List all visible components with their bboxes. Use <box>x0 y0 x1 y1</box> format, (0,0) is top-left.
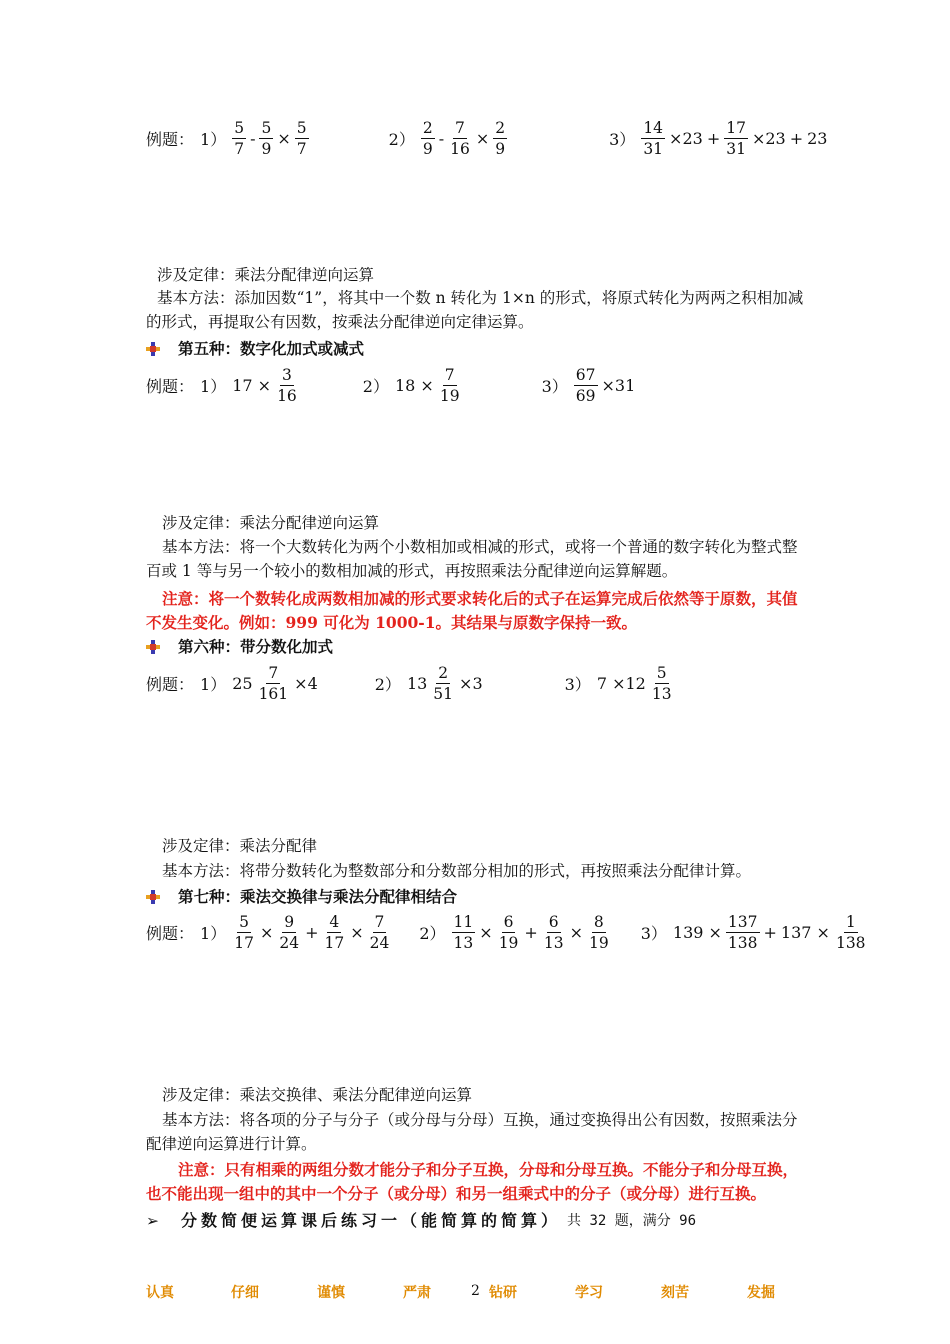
operator: ×31 <box>601 376 636 395</box>
page-number: 2 <box>471 1283 480 1299</box>
numerator: 7 <box>444 366 455 384</box>
example-number: 2） <box>374 675 401 694</box>
numerator: 11 <box>453 913 474 931</box>
example-item-2 <box>375 663 485 704</box>
example-number: 3） <box>640 924 667 943</box>
example-item-2 <box>419 912 612 953</box>
numerator: 3 <box>281 366 292 384</box>
operator: 23 <box>807 129 828 148</box>
numerator: 137 <box>727 913 758 931</box>
section-title-5: 第五种：数字化加式或减式 <box>178 339 365 358</box>
denominator: 13 <box>543 934 564 952</box>
section-heading-5 <box>146 338 364 360</box>
denominator: 9 <box>495 140 506 158</box>
law-text-5: 涉及定律：乘法分配律逆向运算 <box>162 514 380 532</box>
denominator: 16 <box>450 140 470 158</box>
arrow-icon: ➢ <box>146 1212 159 1230</box>
example-row-5 <box>146 365 637 406</box>
example-number: 3） <box>541 377 568 396</box>
operator: ×23 <box>669 129 703 148</box>
operator: × <box>479 923 493 942</box>
method-text-5: 基本方法：将一个大数转化为两个小数相加或相减的形式，或将一个普通的数字转化为整式整百或 1 等与另一个较小的数相加减的形式，再按照乘法分配律逆向运算解题。 <box>146 538 798 580</box>
fraction <box>641 118 665 159</box>
example-row-4 <box>146 118 829 159</box>
numerator: 2 <box>438 664 449 682</box>
denominator: 19 <box>439 387 460 405</box>
footer-word-2: 仔细 <box>231 1285 259 1301</box>
operator: 17 × <box>232 376 272 395</box>
denominator: 51 <box>433 685 454 703</box>
denominator: 17 <box>324 934 345 952</box>
numerator: 67 <box>575 366 596 384</box>
example-item-1 <box>200 118 311 159</box>
denominator: 31 <box>643 140 664 158</box>
numerator: 2 <box>495 119 506 137</box>
footer-word-5: 钻研 <box>489 1285 517 1301</box>
operator: ×23 <box>751 129 786 148</box>
example-item-1 <box>200 912 393 953</box>
numerator: 6 <box>548 913 559 931</box>
numerator: 17 <box>726 119 746 137</box>
bullet-icon <box>146 342 160 356</box>
bullet-icon <box>146 890 160 904</box>
numerator: 9 <box>284 913 295 931</box>
exercise-heading <box>146 1210 696 1232</box>
operator: + <box>763 923 777 942</box>
fraction <box>574 365 598 406</box>
example-item-3 <box>609 118 829 159</box>
example-number: 1） <box>200 924 227 943</box>
method-text-6: 基本方法：将带分数转化为整数部分和分数部分相加的形式，再按照乘法分配律计算。 <box>162 862 752 880</box>
denominator: 9 <box>422 140 433 158</box>
method-text-7: 基本方法：将各项的分子与分子（或分母与分母）互换，通过变换得出公有因数，按照乘法分配律逆向运算进行计算。 <box>146 1111 798 1153</box>
footer-word-1: 认真 <box>146 1285 174 1301</box>
numerator: 7 <box>268 664 279 682</box>
denominator: 138 <box>835 934 866 952</box>
operator: - <box>438 129 445 148</box>
law-text-7: 涉及定律：乘法交换律、乘法分配律逆向运算 <box>162 1086 473 1104</box>
denominator: 7 <box>296 140 307 158</box>
numerator: 1 <box>845 913 856 931</box>
denominator: 138 <box>727 934 758 952</box>
fraction <box>542 912 566 953</box>
example-number: 3） <box>609 130 636 149</box>
denominator: 13 <box>453 934 474 952</box>
example-number: 2） <box>362 377 389 396</box>
fraction <box>295 118 309 159</box>
operator: 137 × <box>780 923 830 942</box>
denominator: 13 <box>651 685 672 703</box>
denominator: 24 <box>369 934 390 952</box>
numerator: 5 <box>656 664 667 682</box>
note-text-5: 注意：将一个数转化成两数相加减的形式要求转化后的式子在运算完成后依然等于原数，其值不发生变化。例如：999 可化为 1000-1。其结果与原数字保持一致。 <box>146 589 798 632</box>
fraction <box>650 663 674 704</box>
numerator: 5 <box>261 119 272 137</box>
fraction <box>448 118 472 159</box>
denominator: 7 <box>234 140 245 158</box>
example-number: 1） <box>200 675 227 694</box>
example-label: 例题： <box>146 377 195 396</box>
example-number: 3） <box>564 675 591 694</box>
operator: + <box>305 923 319 942</box>
section-title-7: 第七种：乘法交换律与乘法分配律相结合 <box>178 887 458 906</box>
denominator: 69 <box>575 387 596 405</box>
footer-word-4: 严肃 <box>403 1285 431 1301</box>
example-label: 例题： <box>146 130 195 149</box>
fraction <box>834 912 868 953</box>
operator: × <box>475 129 490 148</box>
numerator: 4 <box>329 913 340 931</box>
fraction <box>277 912 301 953</box>
fraction <box>421 118 435 159</box>
denominator: 17 <box>234 934 254 952</box>
example-label: 例题： <box>146 675 195 694</box>
operator: 7 ×12 <box>596 674 646 693</box>
operator: × <box>569 923 583 942</box>
fraction <box>275 365 299 406</box>
operator: 25 <box>232 674 253 693</box>
section-heading-6 <box>146 636 333 658</box>
example-row-6 <box>146 663 676 704</box>
operator: ×4 <box>294 674 318 693</box>
denominator: 16 <box>277 387 297 405</box>
fraction <box>232 118 246 159</box>
denominator: 9 <box>261 140 272 158</box>
fraction <box>257 663 291 704</box>
fraction <box>438 365 462 406</box>
example-number: 2） <box>419 924 446 943</box>
fraction <box>724 118 748 159</box>
numerator: 7 <box>455 119 465 137</box>
denominator: 161 <box>258 685 289 703</box>
fraction <box>431 663 455 704</box>
operator: + <box>706 129 721 148</box>
example-item-2 <box>363 365 464 406</box>
numerator: 7 <box>374 913 385 931</box>
denominator: 19 <box>588 934 609 952</box>
fraction <box>497 912 521 953</box>
example-item-3 <box>565 663 676 704</box>
example-label: 例题： <box>146 924 195 943</box>
fraction <box>259 118 273 159</box>
fraction <box>368 912 392 953</box>
numerator: 5 <box>239 913 249 931</box>
operator: × <box>350 923 364 942</box>
operator: + <box>524 923 538 942</box>
fraction <box>322 912 346 953</box>
numerator: 8 <box>593 913 604 931</box>
footer-word-8: 发掘 <box>747 1285 775 1301</box>
example-row-7 <box>146 912 870 953</box>
example-item-3 <box>542 365 638 406</box>
operator: × <box>259 923 274 942</box>
footer-word-7: 刻苦 <box>661 1285 689 1301</box>
operator: × <box>277 129 291 148</box>
numerator: 5 <box>234 119 245 137</box>
example-item-1 <box>200 663 320 704</box>
law-text-4: 涉及定律：乘法分配律逆向运算 <box>157 266 375 284</box>
fraction <box>232 912 256 953</box>
denominator: 31 <box>726 140 746 158</box>
operator: - <box>250 129 256 148</box>
denominator: 24 <box>279 934 300 952</box>
numerator: 6 <box>503 913 514 931</box>
footer-word-6: 学习 <box>575 1285 603 1301</box>
section-title-6: 第六种：带分数化加式 <box>178 637 334 656</box>
denominator: 19 <box>498 934 519 952</box>
law-text-6: 涉及定律：乘法分配律 <box>162 837 318 855</box>
numerator: 14 <box>643 119 664 137</box>
section-heading-7 <box>146 886 457 908</box>
fraction <box>452 912 476 953</box>
operator: + <box>789 129 804 148</box>
example-number: 2） <box>388 130 415 149</box>
example-number: 1） <box>200 130 227 149</box>
example-item-1 <box>200 365 301 406</box>
fraction <box>493 118 507 159</box>
note-text-7: 注意：只有相乘的两组分数才能分子和分子互换，分母和分母互换。不能分子和分母互换，也不能出现一组中的其中一个分子（或分母）和另一组乘式中的分子（或分母）进行互换。 <box>146 1160 799 1203</box>
fraction <box>726 912 760 953</box>
exercise-suffix: 共 32 题，满分 96 <box>567 1213 697 1229</box>
numerator: 5 <box>296 119 307 137</box>
bullet-icon <box>146 640 160 654</box>
example-item-2 <box>389 118 509 159</box>
operator: ×3 <box>459 674 483 693</box>
operator: 139 × <box>672 923 722 942</box>
operator: 18 × <box>394 376 434 395</box>
footer-word-3: 谨慎 <box>317 1285 345 1301</box>
exercise-title: 分数简便运算课后练习一（能简算的简算） <box>181 1211 562 1230</box>
fraction <box>587 912 611 953</box>
example-number: 1） <box>200 377 227 396</box>
operator: 13 <box>406 674 428 693</box>
example-item-3 <box>641 912 870 953</box>
numerator: 2 <box>422 119 433 137</box>
method-text-4: 基本方法：添加因数“1”，将其中一个数 n 转化为 1×n 的形式，将原式转化为两两之积相加减的形式，再提取公有因数，按乘法分配律逆向定律运算。 <box>146 289 804 331</box>
